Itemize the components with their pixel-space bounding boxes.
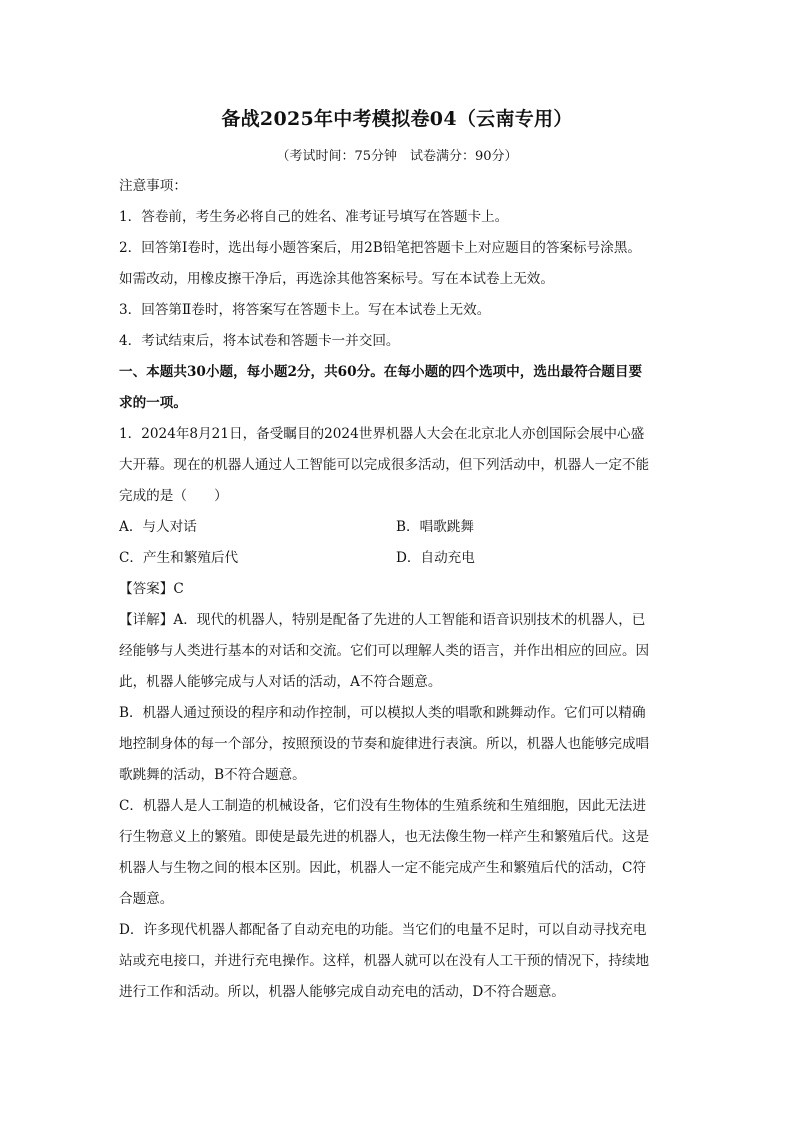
exam-info: （考试时间：75分钟 试卷满分：90分）: [276, 149, 518, 164]
question-text: 大开幕。现在的机器人通过人工智能可以完成很多活动，但下列活动中，机器人一定不能: [119, 457, 650, 473]
explanation-line: 歌跳舞的活动，B不符合题意。: [119, 767, 306, 783]
page-title: 备战2025年中考模拟卷04（云南专用）: [221, 108, 573, 130]
explanation-line: 经能够与人类进行基本的对话和交流。它们可以理解人类的语言，并作出相应的回应。因: [119, 643, 650, 659]
explanation-line: 合题意。: [119, 891, 174, 907]
note-item: 4．考试结束后，将本试卷和答题卡一并交回。: [119, 333, 400, 349]
option-c: C．产生和繁殖后代: [119, 550, 239, 566]
explanation-line: D．许多现代机器人都配备了自动充电的功能。当它们的电量不足时，可以自动寻找充电: [119, 922, 647, 938]
note-item: 3．回答第Ⅱ卷时，将答案写在答题卡上。写在本试卷上无效。: [119, 302, 491, 318]
note-item: 如需改动，用橡皮擦干净后，再选涂其他答案标号。写在本试卷上无效。: [119, 271, 554, 287]
section-heading: 一、本题共30小题，每小题2分，共60分。在每小题的四个选项中，选出最符合题目要: [119, 364, 643, 380]
explanation-line: 站或充电接口，并进行充电操作。这样，机器人就可以在没有人工干预的情况下，持续地: [119, 953, 650, 969]
explanation-line: 此，机器人能够完成与人对话的活动，A不符合题意。: [119, 674, 442, 690]
document-body: [119, 174, 679, 1011]
option-d: D．自动充电: [396, 550, 475, 566]
explanation-line: 行生物意义上的繁殖。即使是最先进的机器人，也无法像生物一样产生和繁殖后代。这是: [119, 829, 650, 845]
notes-heading: 注意事项：: [119, 178, 187, 194]
question-text: 1．2024年8月21日，备受瞩目的2024世界机器人大会在北京北人亦创国际会展中心盛: [119, 426, 645, 442]
option-b: B．唱歌跳舞: [396, 519, 474, 535]
note-item: 1．答卷前，考生务必将自己的姓名、准考证号填写在答题卡上。: [119, 209, 509, 225]
explanation-line: 机器人与生物之间的根本区别。因此，机器人一定不能完成产生和繁殖后代的活动，C符: [119, 860, 646, 876]
explanation-line: 【详解】A．现代的机器人，特别是配备了先进的人工智能和语音识别技术的机器人，已: [119, 612, 646, 628]
options-row: [119, 515, 679, 546]
options-row: [119, 546, 679, 577]
note-item: 2．回答第Ⅰ卷时，选出每小题答案后，用2B铅笔把答题卡上对应题目的答案标号涂黑。: [119, 240, 642, 256]
explanation-line: B．机器人通过预设的程序和动作控制，可以模拟人类的唱歌和跳舞动作。它们可以精确: [119, 705, 646, 721]
section-heading: 求的一项。: [119, 395, 187, 411]
question-text: 完成的是（ ）: [119, 488, 228, 504]
explanation-line: C．机器人是人工制造的机械设备，它们没有生物体的生殖系统和生殖细胞，因此无法进: [119, 798, 646, 814]
answer-line: 【答案】C: [119, 581, 184, 597]
explanation-line: 进行工作和活动。所以，机器人能够完成自动充电的活动，D不符合题意。: [119, 984, 565, 1000]
explanation-line: 地控制身体的每一个部分，按照预设的节奏和旋律进行表演。所以，机器人也能够完成唱: [119, 736, 650, 752]
option-a: A．与人对话: [119, 519, 197, 535]
